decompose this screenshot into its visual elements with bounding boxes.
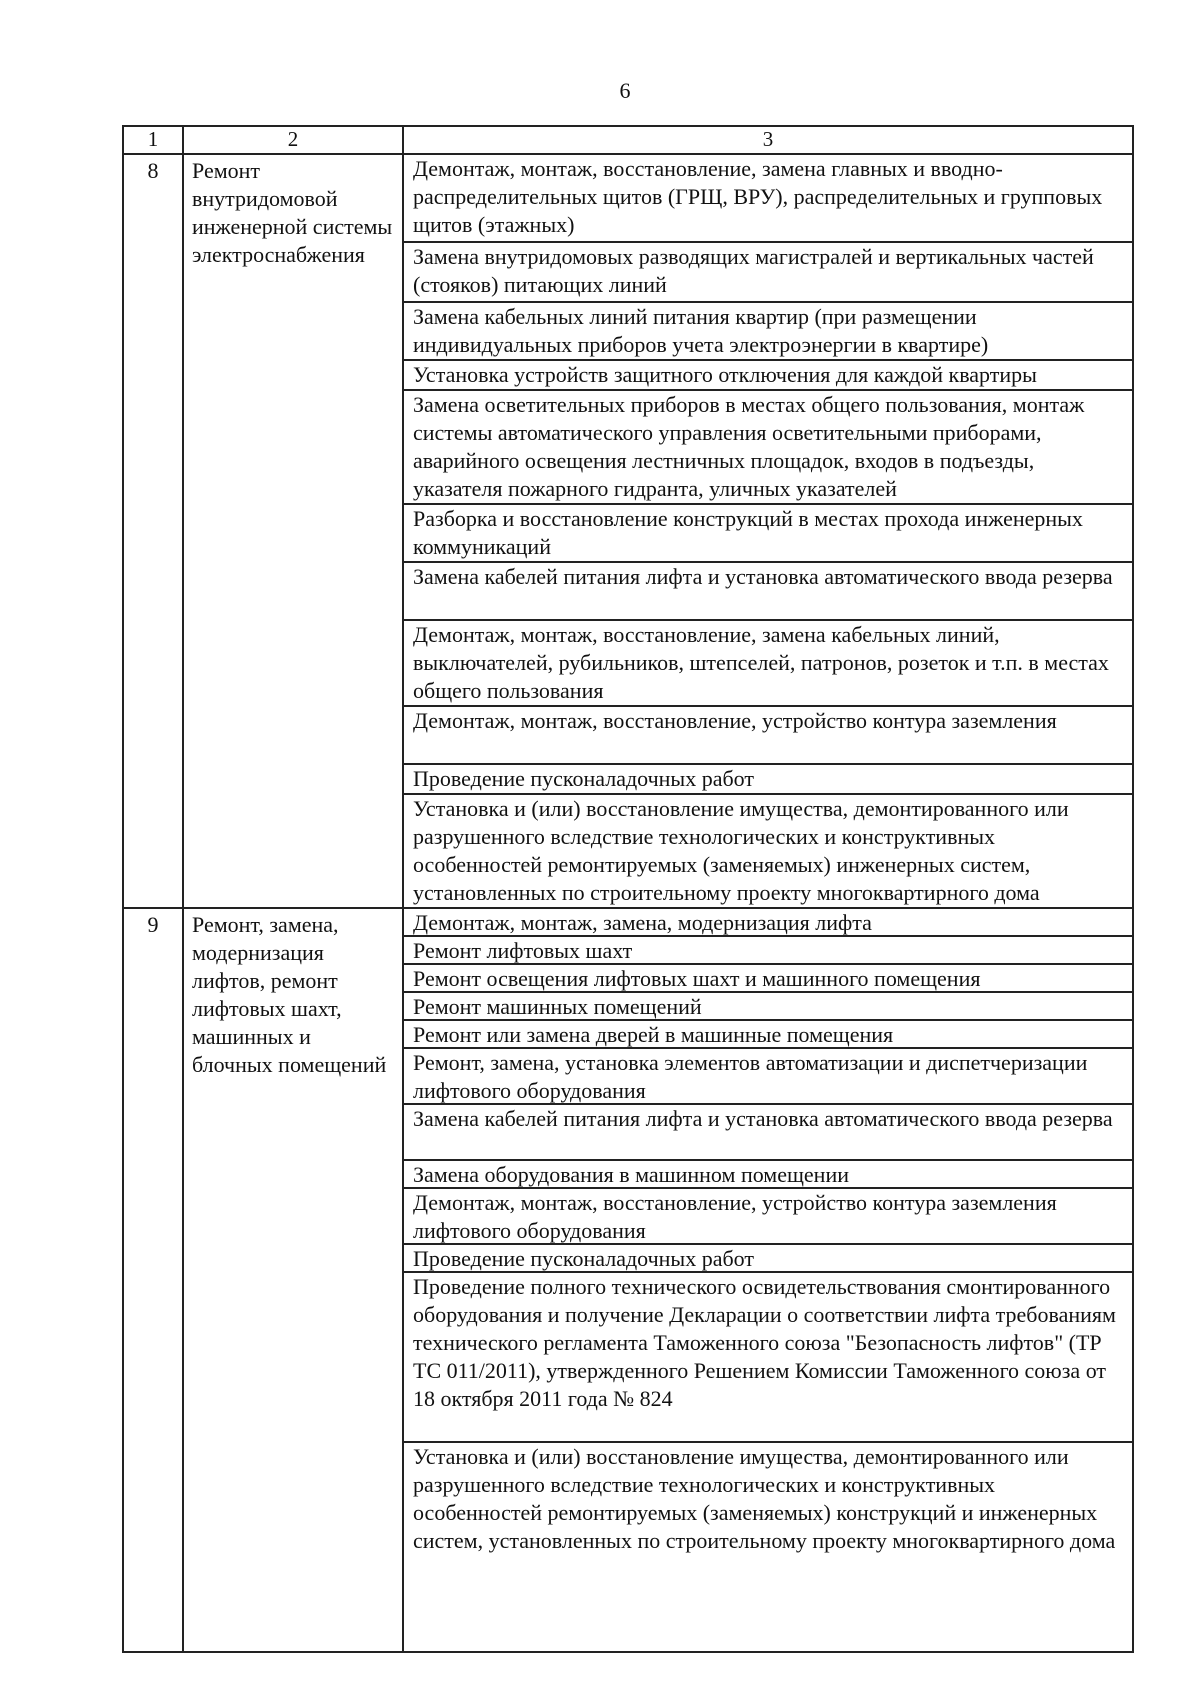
row-number: 9 (123, 908, 183, 1652)
work-item: Ремонт машинных помещений (404, 993, 1132, 1021)
work-item: Проведение полного технического освидетельствования смонтированного оборудования и получение Декларации о соответствии лифта требованиям технического регламента Таможенного союза "Безопасность лифтов" (ТР ТС 011/2011), утвержденного Решением Комиссии Таможенного союза от 18 октября 2011 года № 824 (404, 1273, 1132, 1443)
work-item: Проведение пусконаладочных работ (404, 765, 1132, 795)
table-row (123, 908, 1133, 1652)
work-item: Ремонт или замена дверей в машинные помещения (404, 1021, 1132, 1049)
work-item: Демонтаж, монтаж, восстановление, устройство контура заземления (404, 707, 1132, 765)
row-number: 8 (123, 154, 183, 908)
work-item: Ремонт, замена, установка элементов автоматизации и диспетчеризации лифтового оборудования (404, 1049, 1132, 1105)
work-item: Замена кабельных линий питания квартир (при размещении индивидуальных приборов учета электроэнергии в квартире) (404, 303, 1132, 361)
table-row (123, 154, 1133, 908)
work-item: Замена кабелей питания лифта и установка автоматического ввода резерва (404, 563, 1132, 621)
work-item: Ремонт освещения лифтовых шахт и машинного помещения (404, 965, 1132, 993)
work-item: Замена внутридомовых разводящих магистралей и вертикальных частей (стояков) питающих линий (404, 243, 1132, 303)
work-items (403, 908, 1133, 1652)
work-item: Демонтаж, монтаж, восстановление, замена главных и вводно-распределительных щитов (ГРЩ, ВРУ), распределительных и групповых щитов (этажных) (404, 155, 1132, 243)
works-table (122, 125, 1134, 1653)
work-item: Разборка и восстановление конструкций в местах прохода инженерных коммуникаций (404, 505, 1132, 563)
row-title: Ремонт, замена, модернизация лифтов, ремонт лифтовых шахт, машинных и блочных помещений (183, 908, 403, 1652)
work-item: Установка и (или) восстановление имущества, демонтированного или разрушенного вследствие технологических и конструктивных особенностей ремонтируемых (заменяемых) конструкций и инженерных систем, установленных по строительному проекту многоквартирного дома (413, 1444, 1116, 1553)
header-col-2: 2 (183, 126, 403, 154)
work-item: Ремонт лифтовых шахт (404, 937, 1132, 965)
work-item: Замена кабелей питания лифта и установка автоматического ввода резерва (404, 1105, 1132, 1161)
page-number: 6 (619, 78, 631, 103)
table-header-row (123, 126, 1133, 154)
header-col-1: 1 (123, 126, 183, 154)
work-items (403, 154, 1133, 908)
header-col-3: 3 (403, 126, 1133, 154)
row-title: Ремонт внутридомовой инженерной системы электроснабжения (183, 154, 403, 908)
work-item: Демонтаж, монтаж, восстановление, замена кабельных линий, выключателей, рубильников, штепселей, патронов, розеток и т.п. в местах общего пользования (404, 621, 1132, 707)
work-item: Установка и (или) восстановление имущества, демонтированного или разрушенного вследствие технологических и конструктивных особенностей ремонтируемых (заменяемых) инженерных систем, установленных по строительному проекту многоквартирного дома (413, 796, 1069, 905)
work-item: Демонтаж, монтаж, восстановление, устройство контура заземления лифтового оборудования (404, 1189, 1132, 1245)
work-item: Установка устройств защитного отключения для каждой квартиры (404, 361, 1132, 391)
work-item: Проведение пусконаладочных работ (404, 1245, 1132, 1273)
work-item: Замена оборудования в машинном помещении (404, 1161, 1132, 1189)
work-item: Замена осветительных приборов в местах общего пользования, монтаж системы автоматического управления осветительными приборами, аварийного освещения лестничных площадок, входов в подъезды, указателя пожарного гидранта, уличных указателей (404, 391, 1132, 505)
work-item: Демонтаж, монтаж, замена, модернизация лифта (404, 909, 1132, 937)
